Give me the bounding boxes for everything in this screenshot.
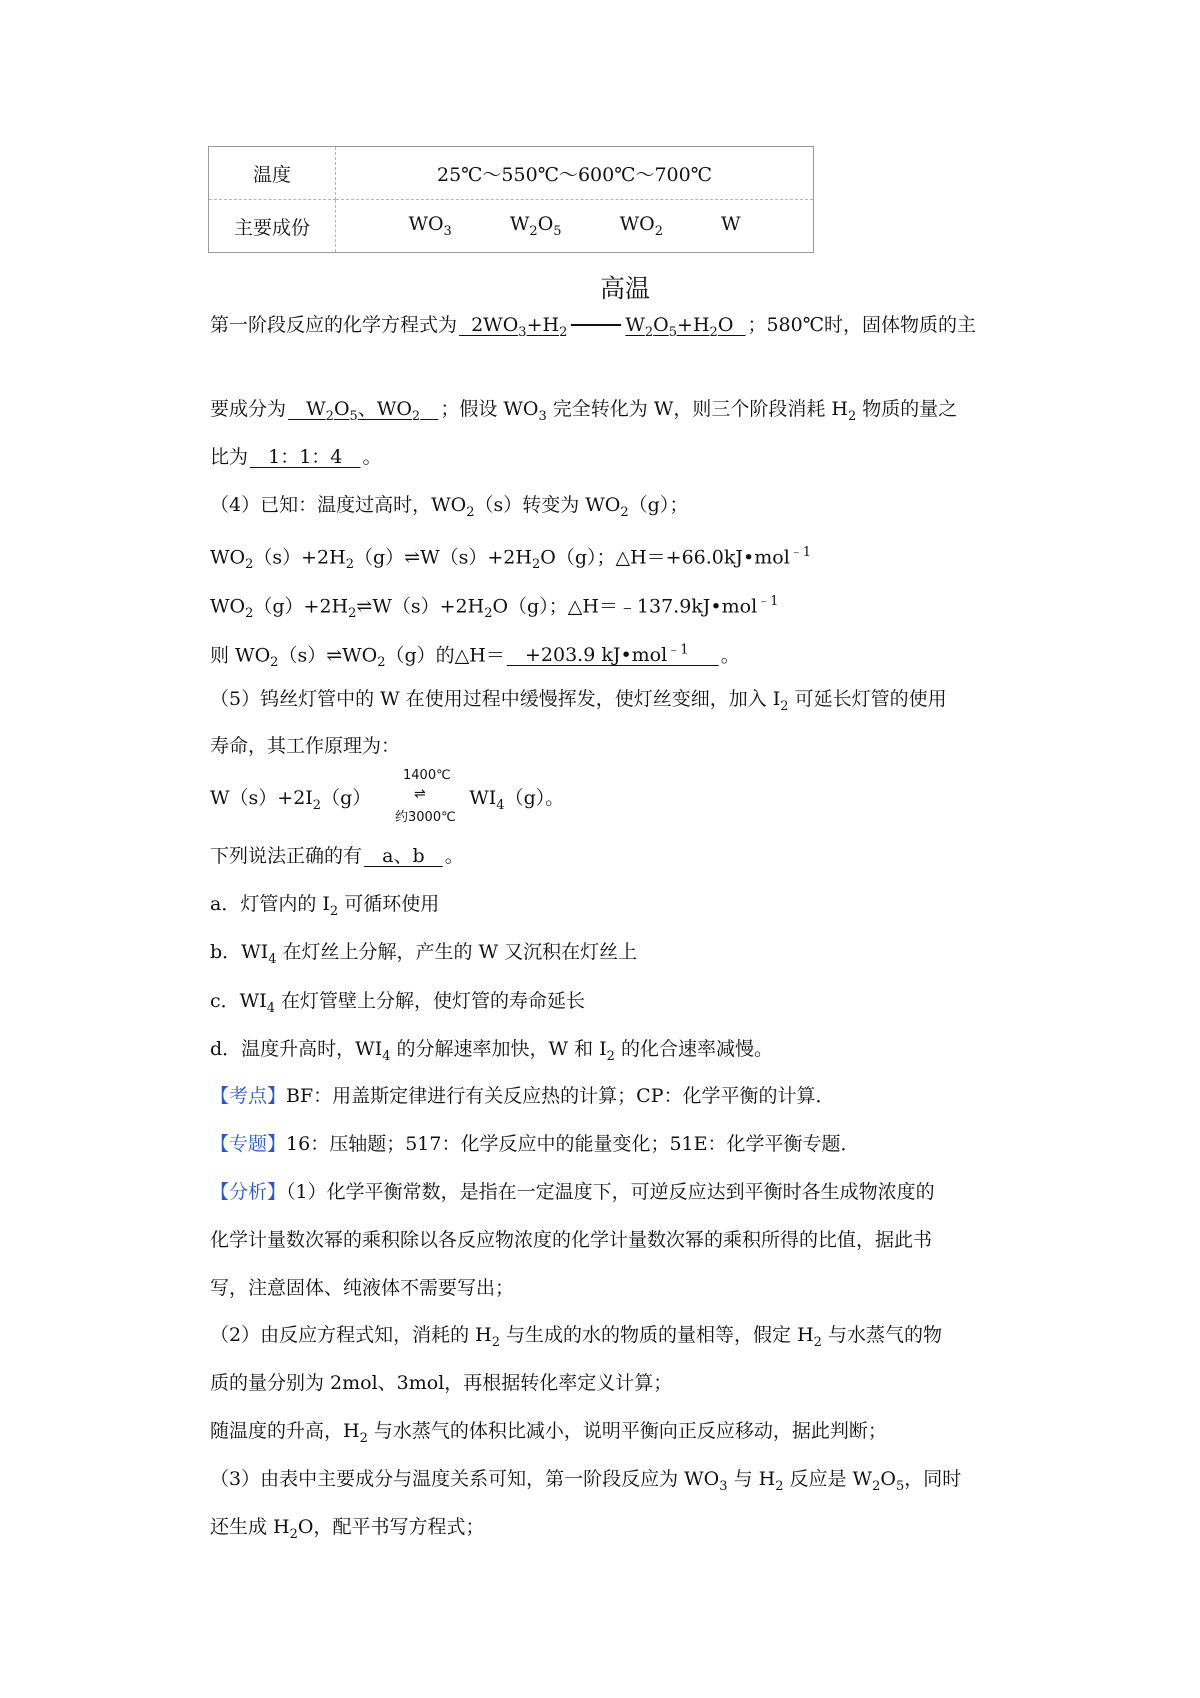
equation-line-2: $WO_2(g)+2H_2\rightleftharpoons W(s)+2H_2O(g)$；△H＝﹣137.9kJ•mol$^{﹣1}$	[210, 594, 779, 622]
q4-line: （4）已知：温度过高时，$WO_2(s)$转变为 $WO_2(g)$；	[210, 494, 689, 520]
analysis-3-line-2: 还生成 $H_2O$，配平书写方程式；	[210, 1516, 485, 1542]
dh-answer-line: 则 $WO_2(s)\rightleftharpoons WO_2(g)$的△H＝ +203.9 kJ•mol$^{﹣1}$ 。	[210, 643, 740, 671]
fenxi-line-1: 【分析】（1）化学平衡常数，是指在一定温度下，可逆反应达到平衡时各生成物浓度的	[210, 1181, 935, 1203]
analysis-2-line-2: 质的量分别为 2mol、3mol，再根据转化率定义计算；	[210, 1372, 673, 1394]
stage1-equation-line: 第一阶段反应的化学方程式为 $2WO_3+H_2$ $W_2O_5+H_2O$ ；580℃时，固体物质的主	[210, 314, 976, 340]
comp-wo2: $WO_2$	[619, 213, 663, 239]
comp-w: W	[721, 213, 741, 236]
label-zhuanti: 【专题】	[210, 1133, 287, 1155]
answer-composition: $W_2O_5$、$WO_2$	[288, 398, 421, 424]
equilibrium-arrow: ⇌	[414, 786, 426, 802]
option-d: d．温度升高时，$WI_4$ 的分解速率加快，W 和 $I_2$ 的化合速率减慢。	[210, 1038, 773, 1064]
temperature-range: 25℃～550℃～600℃～700℃	[336, 147, 814, 200]
q5-line: （5）钨丝灯管中的 W 在使用过程中缓慢挥发，使灯丝变细，加入 $I_2$ 可延长灯管的使用	[210, 688, 947, 714]
temperature-composition-table	[208, 146, 814, 253]
label-kaodian: 【考点】	[210, 1085, 287, 1107]
composition-answer-line: 要成分为 $W_2O_5$、$WO_2$ ；假设 $WO_3$ 完全转化为 W，则三个阶段消耗 $H_2$ 物质的量之	[210, 398, 958, 424]
answer-equation: $2WO_3+H_2$	[459, 314, 568, 340]
condition-lower: 约3000℃	[395, 810, 456, 825]
option-b: b．$WI_4$ 在灯丝上分解，产生的 W 又沉积在灯丝上	[210, 941, 638, 967]
option-a: a．灯管内的 $I_2$ 可循环使用	[210, 893, 440, 919]
table-row	[209, 200, 814, 253]
option-c: c．$WI_4$ 在灯管壁上分解，使灯管的寿命延长	[210, 990, 586, 1016]
analysis-2-line-1: （2）由反应方程式知，消耗的 $H_2$ 与生成的水的物质的量相等，假定 $H_2$ 与水蒸气的物	[210, 1324, 942, 1350]
table-header-temperature: 温度	[209, 147, 336, 200]
comp-w2o5: $W_2O_5$	[509, 213, 562, 239]
table-header-composition: 主要成份	[209, 200, 336, 253]
reaction-arrow	[571, 324, 621, 326]
kaodian-line: 【考点】BF：用盖斯定律进行有关反应热的计算；CP：化学平衡的计算．	[210, 1085, 835, 1107]
fenxi-line-3: 写，注意固体、纯液体不需要写出；	[210, 1277, 515, 1299]
analysis-3-line-1: （3）由表中主要成分与温度关系可知，第一阶段反应为 $WO_3$ 与 $H_2$ 反应是 $W_2O_5$，同时	[210, 1468, 962, 1494]
condition-upper: 1400℃	[403, 768, 451, 783]
answer-correct: a、b	[364, 845, 443, 867]
fenxi-line-2: 化学计量数次幂的乘积除以各反应物浓度的化学计量数次幂的乘积所得的比值，据此书	[210, 1229, 933, 1251]
comp-wo3: $WO_3$	[408, 213, 452, 239]
tungsten-iodine-equation: $W(s)+2I_2(g)$ $WI_4(g)$。	[210, 787, 565, 813]
composition-values	[336, 200, 814, 253]
equation-line-1: $WO_2(s)+2H_2(g)\rightleftharpoons W(s)+2H_2O(g)$；△H＝+66.0kJ•mol$^{﹣1}$	[210, 545, 812, 573]
label-fenxi: 【分析】	[210, 1181, 287, 1203]
correct-statement-line: 下列说法正确的有 a、b 。	[210, 845, 464, 867]
answer-dh: +203.9 kJ•mol$^{﹣1}$	[506, 643, 689, 667]
answer-ratio: 1：1：4	[250, 446, 361, 468]
table-row	[209, 147, 814, 200]
q5-line-2: 寿命，其工作原理为：	[210, 735, 401, 757]
analysis-2-line-3: 随温度的升高，$H_2$ 与水蒸气的体积比减小，说明平衡向正反应移动，据此判断；	[210, 1420, 887, 1446]
zhuanti-line: 【专题】16：压轴题；517：化学反应中的能量变化；51E：化学平衡专题．	[210, 1133, 860, 1155]
ratio-answer-line: 比为 1：1：4 。	[210, 446, 382, 468]
reaction-condition-high-temp: 高温	[600, 274, 651, 303]
